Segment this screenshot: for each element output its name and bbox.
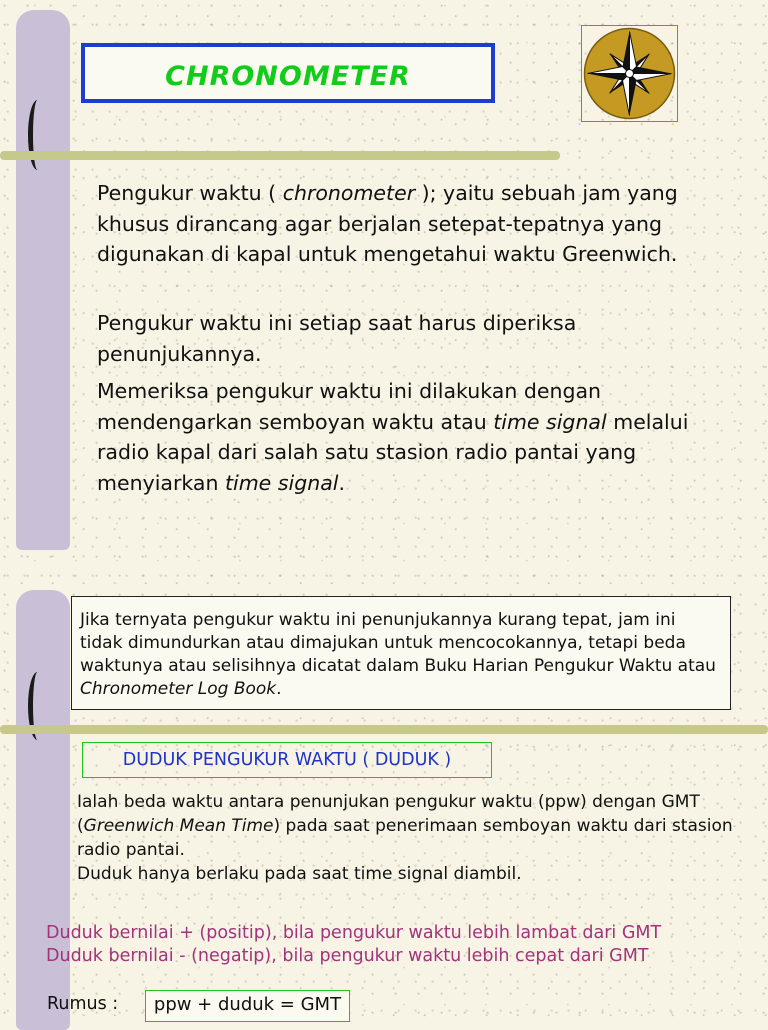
note-positive: Duduk bernilai + (positip), bila pengukur waktu lebih lambat dari GMT	[46, 923, 662, 943]
title-box	[81, 43, 495, 103]
paragraph-check: Pengukur waktu ini setiap saat harus diperiksa penunjukannya.	[97, 311, 577, 366]
para3-text-e: .	[338, 470, 345, 495]
slide-title: CHRONOMETER	[165, 61, 411, 92]
duduk-definition	[77, 790, 757, 886]
note-negative: Duduk bernilai - (negatip), bila pengukur waktu lebih cepat dari GMT	[46, 946, 649, 966]
def-text-c: ) pada saat penerimaan semboyan waktu dari stasion radio pantai.	[77, 816, 733, 860]
box-text-a: Jika ternyata pengukur waktu ini penunjukannya kurang tepat, jam ini tidak dimundurkan atau dimajukan untuk mencocokannya, tetapi beda waktunya atau selisihnya dicatat dalam Buku Harian Pengukur Waktu atau	[80, 610, 716, 676]
para1-text-a: Pengukur waktu (	[97, 181, 283, 205]
rumus-label: Rumus :	[47, 994, 119, 1014]
def-text-a: Ialah beda waktu antara penunjukan pengukur waktu (ppw) dengan GMT (	[77, 792, 700, 836]
def-term-gmt: Greenwich Mean Time	[83, 816, 274, 836]
decorative-left-bar	[16, 10, 70, 550]
box-text-c: .	[276, 679, 282, 699]
formula-text: ppw + duduk = GMT	[153, 994, 342, 1015]
para3-text-a: Memeriksa pengukur waktu ini dilakukan dengan mendengarkan semboyan waktu atau	[97, 379, 602, 434]
para3-term-time-signal-2: time signal	[224, 470, 339, 495]
decorative-divider	[0, 151, 560, 160]
para1-text-c: ); yaitu sebuah jam yang khusus dirancang agar berjalan setepat-tepatnya yang digunakan di kapal untuk mengetahui waktu Greenwich.	[97, 181, 678, 266]
paragraph-time-signal	[97, 376, 717, 498]
compass-rose-icon	[582, 26, 677, 121]
duduk-heading-box	[82, 742, 492, 778]
slide-chronometer	[0, 0, 768, 512]
para3-text-c: melalui radio kapal dari salah satu stasion radio pantai yang menyiarkan	[97, 409, 689, 495]
duduk-heading: DUDUK PENGUKUR WAKTU ( DUDUK )	[122, 750, 452, 770]
duduk-sign-notes	[46, 922, 756, 968]
paragraph-definition	[97, 178, 717, 270]
para1-term-chronometer: chronometer	[282, 181, 416, 205]
decorative-divider	[0, 725, 768, 734]
box-term-log-book: Chronometer Log Book	[80, 679, 277, 699]
para3-term-time-signal: time signal	[493, 409, 607, 434]
def-text-2: Duduk hanya berlaku pada saat time signal diambil.	[77, 864, 522, 884]
log-book-note-box	[71, 596, 731, 710]
slide-duduk	[0, 512, 768, 1024]
compass-frame	[581, 25, 678, 122]
formula-box	[145, 990, 350, 1022]
